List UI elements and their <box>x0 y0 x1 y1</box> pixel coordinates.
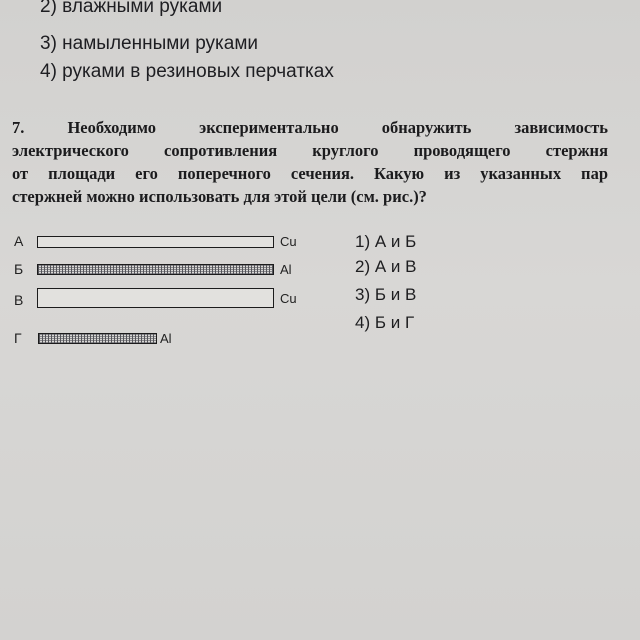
rod-material: Cu <box>280 291 297 306</box>
rod-letter: Г <box>14 330 22 346</box>
question-line-2: электрического сопротивления круглого проводящего стержня <box>12 141 608 160</box>
rod-letter: Б <box>14 261 24 277</box>
rod-material: Cu <box>280 234 297 249</box>
rod-letter: А <box>14 233 24 249</box>
rod-a-bar <box>37 236 274 248</box>
rod-v-bar <box>37 288 274 308</box>
rod-g-bar <box>38 333 157 344</box>
previous-question-option-2: 2) влажными руками <box>40 0 223 17</box>
question-7-text <box>12 116 608 208</box>
previous-question-option-4: 4) руками в резиновых перчатках <box>40 61 334 82</box>
answer-option-2: 2) А и В <box>355 257 417 276</box>
question-line-3: от площади его поперечного сечения. Какую из указанных пар <box>12 164 608 183</box>
question-line-1: 7. Необходимо экспериментально обнаружить зависимость <box>12 118 608 137</box>
rod-material: Al <box>280 262 292 277</box>
rod-b-bar <box>37 264 274 275</box>
previous-question-option-3: 3) намыленными руками <box>40 33 259 54</box>
rod-material: Al <box>160 331 172 346</box>
rod-letter: В <box>14 292 24 308</box>
answer-option-1: 1) А и Б <box>355 232 417 251</box>
question-line-4: стержней можно использовать для этой цели (см. рис.)? <box>12 187 427 206</box>
answer-option-3: 3) Б и В <box>355 285 417 304</box>
answer-option-4: 4) Б и Г <box>355 313 415 332</box>
